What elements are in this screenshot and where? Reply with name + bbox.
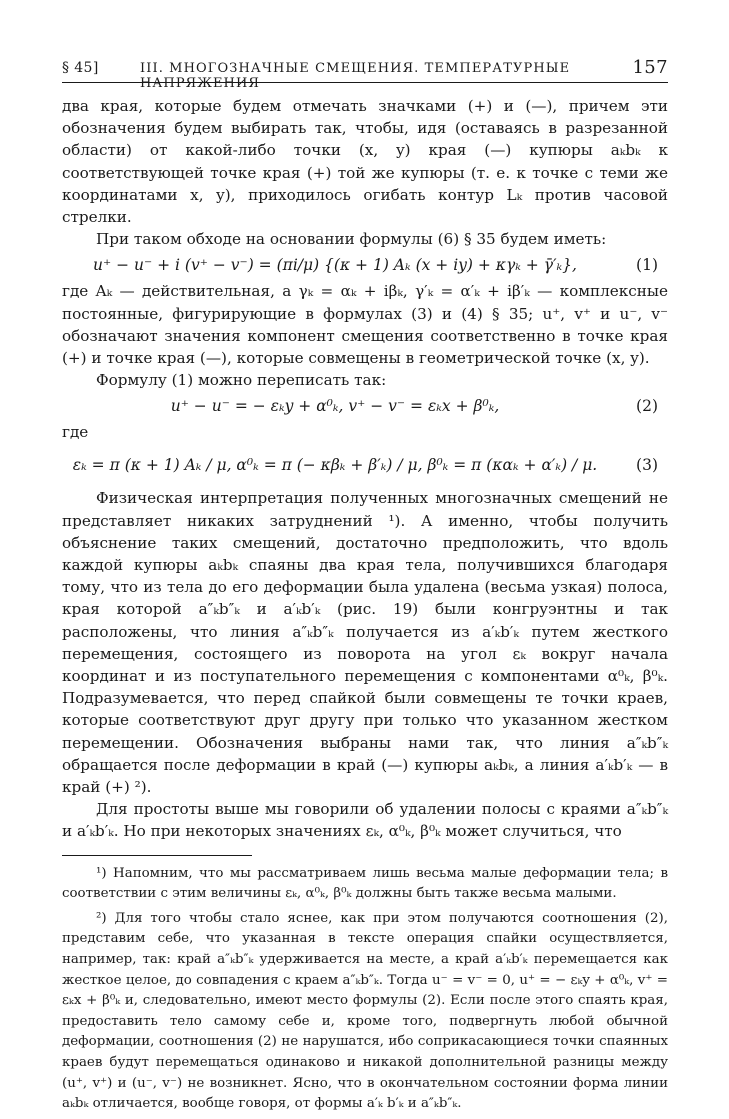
equation-2 (62, 391, 668, 421)
equation-2-expr: u⁺ − u⁻ = − εₖy + α⁰ₖ, v⁺ − v⁻ = εₖx + β⁰ₖ, (170, 397, 500, 416)
running-header (62, 56, 668, 91)
footnote-1: ¹) Напомним, что мы рассматриваем лишь весьма малые деформации тела; в соответствии с этим величины εₖ, α⁰ₖ, β⁰ₖ должны быть также весьма малыми. (62, 865, 668, 902)
equation-2-number: (2) (636, 397, 658, 416)
book-page (62, 56, 668, 1119)
main-text (62, 95, 668, 843)
equation-3 (62, 443, 668, 487)
paragraph-5: Физическая интерпретация полученных многозначных смещений не представляет никаких затруднений ¹). А именно, чтобы получить объяснение таких смещений, достаточно предположить, что вдоль каждой купюры aₖbₖ спаяны два края тела, получившихся благодаря тому, что из тела до его деформации была удалена (весьма узкая) полоса, края которой a″ₖb″ₖ и a′ₖb′ₖ (рис. 19) были конгруэнтны и так расположены, что линия a″ₖb″ₖ получается из a′ₖb′ₖ путем жесткого перемещения, состоящего из поворота на угол εₖ вокруг начала координат и из поступательного перемещения с компонентами α⁰ₖ, β⁰ₖ. Подразумевается, что перед спайкой были совмещены те точки краев, которые соответствуют друг другу при только что указанном жестком перемещении. Обозначения выбраны нами так, что линия a″ₖb″ₖ обращается после деформации в край (—) купюры aₖbₖ, а линия a′ₖb′ₖ — в край (+) ²). (62, 489, 668, 797)
equation-3-number: (3) (636, 456, 658, 475)
paragraph-2: При таком обходе на основании формулы (6) § 35 будем иметь: (96, 230, 607, 249)
equation-3-expr: εₖ = π (κ + 1) Aₖ / μ, α⁰ₖ = π (− κβₖ + β′ₖ) / μ, β⁰ₖ = π (καₖ + α′ₖ) / μ. (72, 456, 598, 475)
section-ref: § 45] (62, 60, 99, 76)
paragraph-1: два края, которые будем отмечать значками (+) и (—), причем эти обозначения будем выбирать так, чтобы, идя (оставаясь в разрезанной области) от какой-либо точки (x, y) края (—) купюры aₖbₖ к соответствующей точке края (+) той же купюры (т. е. к точке с теми же координатами x, y), приходилось огибать контур Lₖ против часовой стрелки. (62, 97, 668, 227)
where-word: где (62, 423, 89, 442)
footnote-2: ²) Для того чтобы стало яснее, как при этом получаются соотношения (2), представим себе, что указанная в тексте операция спайки осуществляется, например, так: край a″ₖb″ₖ удерживается на месте, а край a′ₖb′ₖ перемещается как жесткое целое, до совпадения с краем a″ₖb″ₖ. Тогда u⁻ = v⁻ = 0, u⁺ = − εₖy + α⁰ₖ, v⁺ = εₖx + β⁰ₖ и, следовательно, имеют место формулы (2). Если после этого спаять края, предоставить тело самому себе и, кроме того, подвергнуть любой обычной деформации, соотношения (2) не нарушатся, ибо соприкасающиеся точки спаянных краев будут перемещаться одинаково и никакой дополнительной разницы между (u⁺, v⁺) и (u⁻, v⁻) не возникнет. Ясно, что в окончательном состоянии форма линии aₖbₖ отличается, вообще говоря, от формы a′ₖ b′ₖ и a″ₖb″ₖ. (62, 910, 668, 1112)
footnote-divider (62, 855, 252, 856)
equation-1-expr: u⁺ − u⁻ + i (v⁺ − v⁻) = (πi/μ) {(κ + 1) Aₖ (x + iy) + κγₖ + γ̄′ₖ}, (93, 256, 577, 275)
paragraph-3: где Aₖ — действительная, а γₖ = αₖ + iβₖ, γ′ₖ = α′ₖ + iβ′ₖ — комплексные постоянные, фигурирующие в формулах (3) и (4) § 35; u⁺, v⁺ и u⁻, v⁻ обозначают значения компонент смещения соответственно в точке края (+) и точке края (—), которые совмещены в геометрической точке (x, y). (62, 282, 668, 368)
chapter-title: III. МНОГОЗНАЧНЫЕ СМЕЩЕНИЯ. ТЕМПЕРАТУРНЫЕ НАПРЯЖЕНИЯ (140, 61, 571, 91)
equation-1-number: (1) (636, 256, 658, 275)
paragraph-4: Формулу (1) можно переписать так: (96, 371, 387, 390)
paragraph-6: Для простоты выше мы говорили об удалении полосы с краями a″ₖb″ₖ и a′ₖb′ₖ. Но при некоторых значениях εₖ, α⁰ₖ, β⁰ₖ может случиться, что (62, 800, 668, 841)
footnotes (62, 864, 668, 1115)
equation-1 (62, 250, 668, 280)
page-number: 157 (632, 57, 668, 78)
